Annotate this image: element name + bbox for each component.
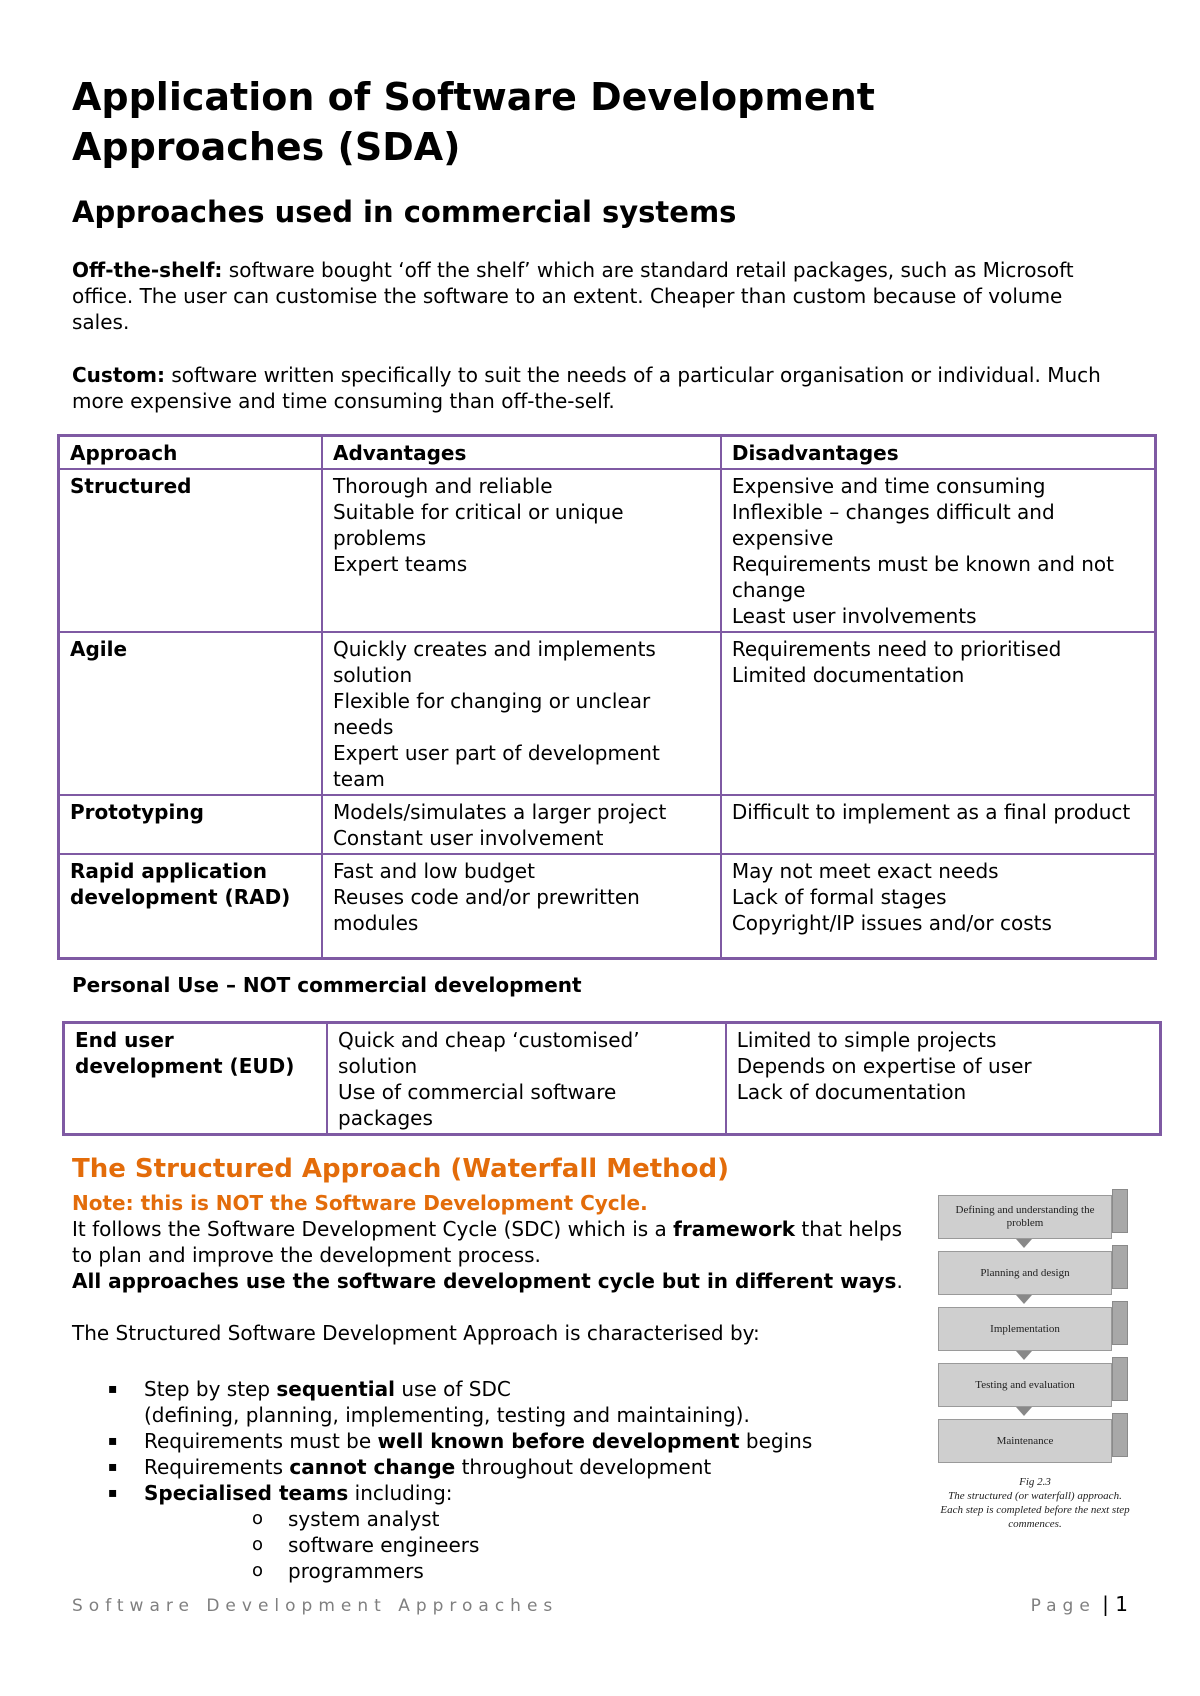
list-item: [72, 1480, 932, 1506]
square-bullet-icon: ▪: [108, 1459, 118, 1475]
circle-bullet-icon: o: [252, 1534, 264, 1555]
figure-caption-label: Fig 2.3: [1019, 1476, 1051, 1488]
disadvantages-item: Requirements need to prioritised: [731, 637, 1062, 661]
page-title: Application of Software Development Approaches (SDA): [72, 75, 875, 169]
approach-cell: Structured: [59, 469, 322, 632]
advantages-item: Constant user involvement: [332, 826, 604, 850]
sub-list-item: [72, 1506, 932, 1532]
header-disadvantages: Disadvantages: [721, 436, 1156, 470]
waterfall-step: Maintenance: [938, 1419, 1112, 1463]
table-header-row: [59, 436, 1156, 470]
off-the-shelf-text: software bought ‘off the shelf’ which are standard retail packages, such as Microsoft office. The user can customise the software to an extent. Cheaper than custom because of volume sales.: [72, 258, 1074, 334]
list-item-text: throughout development: [455, 1455, 712, 1479]
disadvantages-item: May not meet exact needs: [731, 859, 999, 883]
waterfall-step: Testing and evaluation: [938, 1363, 1112, 1407]
disadvantages-item: Inflexible – changes difficult and expensive: [731, 500, 1055, 550]
eud-disadvantages-cell: [726, 1023, 1161, 1135]
list-item: [72, 1376, 932, 1428]
custom-text: software written specifically to suit the needs of a particular organisation or individual. Much more expensive and time consuming than off-the-self.: [72, 363, 1101, 413]
custom-paragraph: [72, 362, 1102, 414]
approach-cell: Prototyping: [59, 795, 322, 854]
eud-advantages-cell: [327, 1023, 726, 1135]
eud-table: [62, 1021, 1162, 1136]
eud-approach-cell: End user development (EUD): [64, 1023, 328, 1135]
advantages-cell: [322, 795, 721, 854]
circle-bullet-icon: o: [252, 1560, 264, 1581]
list-item: [72, 1428, 932, 1454]
footer-page-value: 1: [1115, 1592, 1128, 1616]
characterised-by-line: The Structured Software Development Approach is characterised by:: [72, 1321, 760, 1345]
eud-disadvantages-item: Depends on expertise of user: [736, 1054, 1032, 1078]
table-row: [59, 469, 1156, 632]
approach-cell: Rapid application development (RAD): [59, 854, 322, 958]
advantages-cell: [322, 632, 721, 795]
list-item-text: Step by step: [144, 1377, 277, 1401]
disadvantages-item: Lack of formal stages: [731, 885, 947, 909]
sdc-sentence-part2: that helps to plan and improve the development process.: [72, 1217, 903, 1267]
figure-caption: [940, 1475, 1130, 1531]
advantages-item: Expert user part of development team: [332, 741, 660, 791]
disadvantages-item: Expensive and time consuming: [731, 474, 1046, 498]
advantages-cell: [322, 854, 721, 958]
waterfall-step-side: [1112, 1301, 1128, 1345]
waterfall-step: Defining and understanding the problem: [938, 1195, 1112, 1239]
structured-approach-heading: The Structured Approach (Waterfall Method): [72, 1154, 730, 1184]
approaches-table-body: [59, 436, 1156, 959]
waterfall-step-side: [1112, 1413, 1128, 1457]
sub-list-item: [72, 1558, 932, 1584]
sdc-sentence-part1: It follows the Software Development Cycle (SDC) which is a: [72, 1217, 674, 1241]
approaches-table: [57, 434, 1157, 960]
eud-advantages-item: Quick and cheap ‘customised’ solution: [338, 1028, 640, 1078]
waterfall-step-side: [1112, 1245, 1128, 1289]
section-heading-commercial: Approaches used in commercial systems: [72, 195, 737, 229]
approach-cell: Agile: [59, 632, 322, 795]
table-row: [59, 632, 1156, 795]
advantages-item: Flexible for changing or unclear needs: [332, 689, 651, 739]
advantages-item: Quickly creates and implements solution: [332, 637, 656, 687]
structured-approach-intro: [72, 1216, 912, 1346]
disadvantages-item: Least user involvements: [731, 604, 977, 628]
sub-list-item: [72, 1532, 932, 1558]
personal-use-heading: Personal Use – NOT commercial development: [72, 973, 582, 997]
waterfall-step-side: [1112, 1357, 1128, 1401]
footer-page-number: [1031, 1592, 1128, 1616]
list-item-bold: cannot change: [289, 1455, 456, 1479]
disadvantages-cell: [721, 469, 1156, 632]
footer-page-label: Page: [1030, 1596, 1096, 1616]
advantages-item: Expert teams: [332, 552, 468, 576]
disadvantages-item: Limited documentation: [731, 663, 965, 687]
list-item-text: use of SDC: [395, 1377, 511, 1401]
waterfall-arrow-icon: [1016, 1295, 1032, 1304]
list-item-bold: Specialised teams: [144, 1481, 349, 1505]
eud-disadvantages-item: Lack of documentation: [736, 1080, 967, 1104]
square-bullet-icon: ▪: [108, 1381, 118, 1397]
structured-characteristics-list: [72, 1376, 932, 1584]
advantages-item: Thorough and reliable: [332, 474, 553, 498]
advantages-item: Reuses code and/or prewritten modules: [332, 885, 640, 935]
sub-list-item-text: software engineers: [288, 1533, 480, 1557]
list-item-text: including:: [348, 1481, 453, 1505]
all-approaches-bold: All approaches use the software development cycle but in different ways: [72, 1269, 897, 1293]
sdc-framework-sentence: [72, 1216, 912, 1268]
sdc-sentence-framework: framework: [673, 1217, 796, 1241]
header-approach: Approach: [59, 436, 322, 470]
list-item-text: Requirements must be: [144, 1429, 378, 1453]
list-item: [72, 1454, 932, 1480]
waterfall-step-side: [1112, 1189, 1128, 1233]
custom-label: Custom:: [72, 363, 165, 387]
disadvantages-cell: [721, 854, 1156, 958]
footer-separator: |: [1095, 1592, 1116, 1616]
waterfall-arrow-icon: [1016, 1351, 1032, 1360]
waterfall-arrow-icon: [1016, 1407, 1032, 1416]
table-row: [59, 795, 1156, 854]
list-item-text: Requirements: [144, 1455, 290, 1479]
footer-document-title: Software Development Approaches: [72, 1596, 559, 1616]
sub-list-item-text: programmers: [288, 1559, 424, 1583]
all-approaches-sentence: [72, 1268, 912, 1294]
disadvantages-item: Copyright/IP issues and/or costs: [731, 911, 1052, 935]
off-the-shelf-label: Off-the-shelf:: [72, 258, 223, 282]
advantages-cell: [322, 469, 721, 632]
structured-approach-note: Note: this is NOT the Software Development Cycle.: [72, 1191, 648, 1215]
sub-list-item-text: system analyst: [288, 1507, 440, 1531]
disadvantages-item: Difficult to implement as a final product: [731, 800, 1131, 824]
square-bullet-icon: ▪: [108, 1485, 118, 1501]
waterfall-figure: [930, 1183, 1130, 1533]
list-item-detail: (defining, planning, implementing, testing and maintaining).: [144, 1403, 750, 1427]
advantages-item: Models/simulates a larger project: [332, 800, 667, 824]
waterfall-arrow-icon: [1016, 1239, 1032, 1248]
eud-advantages-item: Use of commercial software packages: [338, 1080, 617, 1130]
advantages-item: Suitable for critical or unique problems: [332, 500, 624, 550]
disadvantages-cell: [721, 795, 1156, 854]
off-the-shelf-paragraph: [72, 257, 1102, 335]
disadvantages-item: Requirements must be known and not change: [731, 552, 1115, 602]
list-item-bold: well known before development: [377, 1429, 740, 1453]
circle-bullet-icon: o: [252, 1508, 264, 1529]
advantages-item: Fast and low budget: [332, 859, 535, 883]
disadvantages-cell: [721, 632, 1156, 795]
header-advantages: Advantages: [322, 436, 721, 470]
table-row: [64, 1023, 1161, 1135]
waterfall-step: Implementation: [938, 1307, 1112, 1351]
list-item-bold: sequential: [276, 1377, 395, 1401]
square-bullet-icon: ▪: [108, 1433, 118, 1449]
eud-disadvantages-item: Limited to simple projects: [736, 1028, 997, 1052]
waterfall-step: Planning and design: [938, 1251, 1112, 1295]
list-item-text: begins: [739, 1429, 813, 1453]
table-row: [59, 854, 1156, 958]
figure-caption-text: The structured (or waterfall) approach. Each step is completed before the next step commences.: [940, 1490, 1130, 1530]
all-approaches-end: .: [896, 1269, 903, 1293]
